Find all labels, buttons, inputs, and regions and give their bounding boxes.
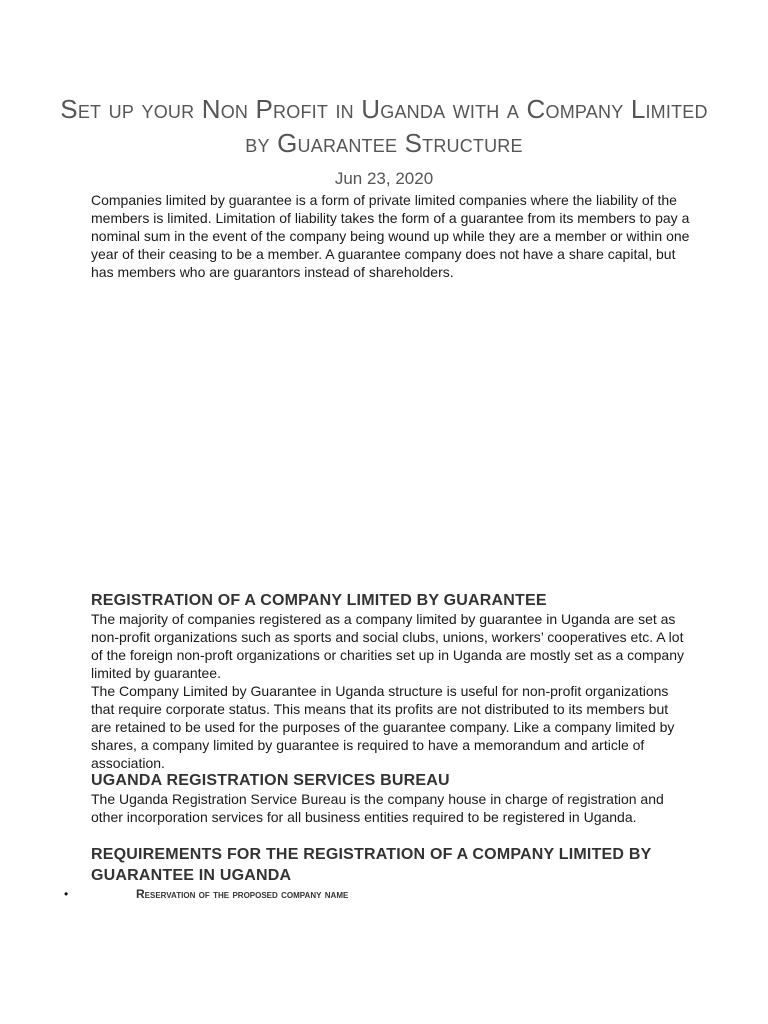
section-heading-requirements: REQUIREMENTS FOR THE REGISTRATION OF A COMPANY LIMITED BY GUARANTEE IN UGANDA	[91, 846, 652, 884]
section-registration	[91, 591, 691, 772]
section-heading-ursb: UGANDA REGISTRATION SERVICES BUREAU	[91, 772, 450, 789]
registration-paragraph-1: The majority of companies registered as a company limited by guarantee in Uganda are set as non-profit organizations such as sports and social clubs, unions, workers’ cooperatives etc. A lot of the foreign non-proft organizations or charities set up in Uganda are mostly set as a company limited by guarantee.	[91, 611, 684, 681]
bullet-icon: •	[64, 887, 69, 901]
page-title: Set up your Non Profit in Uganda with a Company Limited by Guarantee Structure	[60, 94, 708, 158]
section-heading-registration: REGISTRATION OF A COMPANY LIMITED BY GUARANTEE	[91, 592, 547, 609]
intro-paragraph: Companies limited by guarantee is a form of private limited companies where the liability of the members is limited. Limitation of liability takes the form of a guarantee from its members to pay a nominal sum in the event of the company being wound up while they are a member or within one year of their ceasing to be a member. A guarantee company does not have a share capital, but has members who are guarantors instead of shareholders.	[91, 192, 690, 280]
list-item-text: Reservation of the proposed company name	[136, 887, 349, 901]
section-ursb	[91, 771, 691, 826]
list-item	[64, 885, 684, 903]
publish-date: Jun 23, 2020	[334, 169, 434, 188]
registration-paragraph-2: The Company Limited by Guarantee in Uganda structure is useful for non-profit organizations that require corporate status. This means that its profits are not distributed to its members but are retained to be used for the purposes of the guarantee company. Like a company limited by shares, a company limited by guarantee is required to have a memorandum and article of association.	[91, 683, 675, 771]
section-requirements	[91, 844, 691, 886]
ursb-paragraph: The Uganda Registration Service Bureau is the company house in charge of registration and other incorporation services for all business entities required to be registered in Uganda.	[91, 791, 664, 825]
